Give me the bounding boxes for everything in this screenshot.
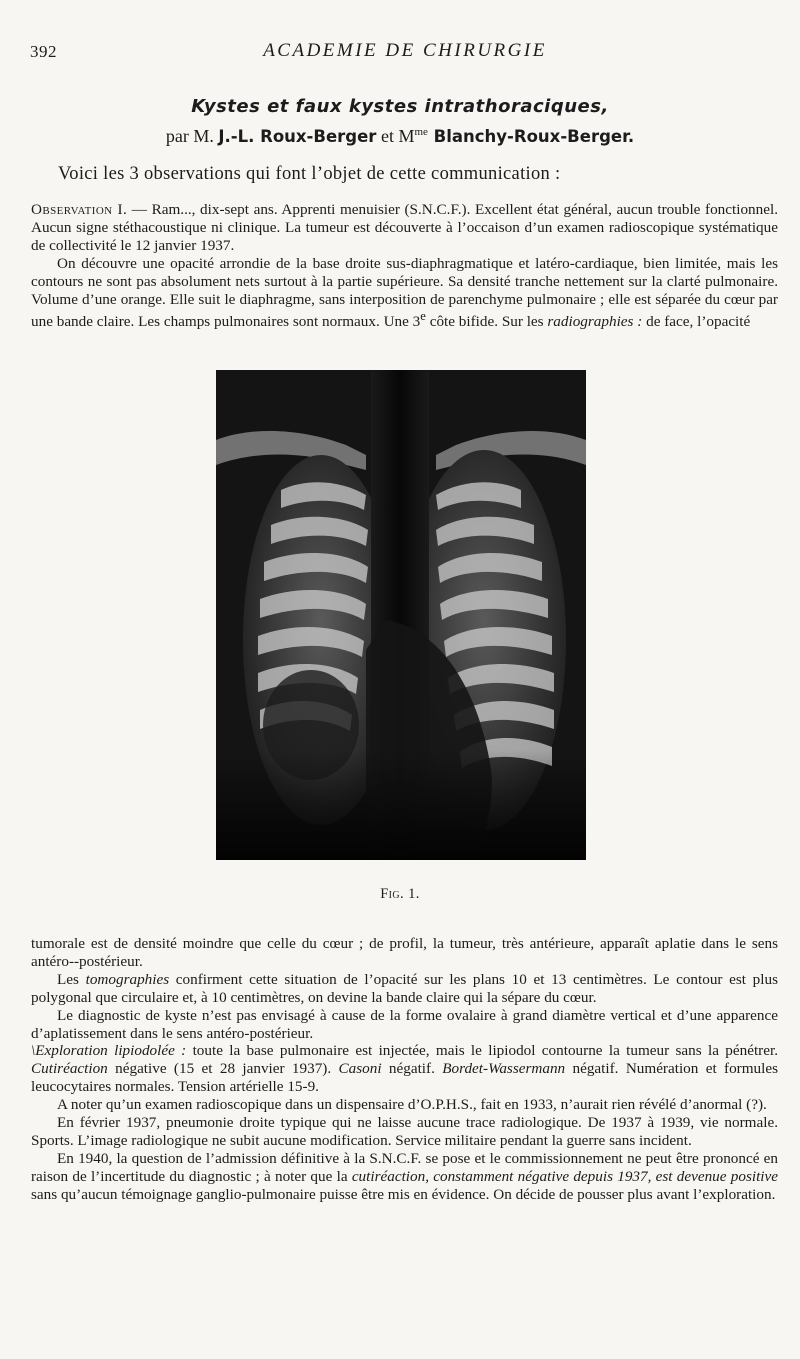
chest-x-ray-image	[216, 370, 586, 860]
page-number: 392	[30, 42, 57, 61]
continuation-paragraph-5: A noter qu’un examen radioscopique dans un dispensaire d’O.P.H.S., fait en 1933, n’aurait rien révélé d’anormal (?).	[57, 1096, 767, 1114]
observation-p1-text: — Ram..., dix-sept ans. Apprenti menuisier (S.N.C.F.). Excellent état général, aucun trouble fonctionnel. Aucun signe stéthacoustique ni clinique. La tumeur est découverte à l’occaison d’un examen radioscopique systématique de collectivité le 12 janvier 1937.	[31, 201, 778, 254]
continuation-paragraph-7: En 1940, la question de l’admission définitive à la S.N.C.F. se pose et le commissionnement ne peut être prononcé en raison de l’incertitude du diagnostic ; à noter que la cutiréaction, constamment négative depuis 1937, est devenue positive sans qu’aucun témoignage ganglio-pulmonaire puisse être mis en évidence. On décide de pousser plus avant l’exploration.	[31, 1149, 778, 1203]
continuation-paragraph-4: \Exploration lipiodolée : toute la base pulmonaire est injectée, mais le lipiodol contourne la tumeur sans la pénétrer. Cutiréaction négative (15 et 28 janvier 1937). Casoni négatif. Bordet-Wassermann négatif. Numération et formules leucocytaires normales. Tension artérielle 15-9.	[31, 1042, 779, 1096]
continuation-block	[31, 935, 778, 1204]
author-1: J.-L. Roux-Berger	[218, 127, 377, 146]
authors-conjunction: et M	[376, 126, 415, 146]
authors-title-sup: me	[414, 126, 428, 138]
running-head	[30, 40, 780, 68]
observation-p2-sup: e	[420, 309, 426, 324]
intro-sentence: Voici les 3 observations qui font l’objet de cette communication :	[58, 164, 561, 184]
authors-prefix: par M.	[165, 126, 219, 146]
observation-block	[31, 201, 778, 331]
observation-p2-text: On découvre une opacité arrondie de la base droite sus-diaphragmatique et latéro-cardiaque, bien limitée, mais les contours ne sont pas absolument nets surtout à la partie supérieure. Sa densité tranche nettement sur la clarté pulmonaire. Volume d’une orange. Elle suit le diaphragme, sans interposition de parenchyme pulmonaire ; elle est séparée du cœur par une bande claire. Les champs pulmonaires sont normaux. Une 3	[31, 254, 778, 331]
article-title: Kystes et faux kystes intrathoraciques,	[191, 96, 609, 117]
continuation-paragraph-2: Les tomographies confirment cette situation de l’opacité sur les plans 10 et 13 centimètres. Le contour est plus polygonal que circulaire et, à 10 centimètres, on devine la bande claire qui la sépare du cœur.	[31, 970, 778, 1006]
authors-line	[0, 126, 800, 147]
observation-paragraph-2	[31, 255, 778, 332]
observation-p2-mid: côte bifide. Sur les	[425, 313, 548, 331]
author-2: Blanchy-Roux-Berger.	[427, 127, 635, 146]
observation-label: Observation I.	[31, 201, 128, 218]
continuation-paragraph-3: Le diagnostic de kyste n’est pas envisagé à cause de la forme ovalaire à grand diamètre vertical et d’une apparence d’aplatissement dans le sens antéro-postérieur.	[31, 1006, 778, 1042]
chest-xray-figure	[216, 370, 586, 860]
observation-p2-end: de face, l’opacité	[642, 313, 751, 331]
journal-name: ACADEMIE DE CHIRURGIE	[263, 40, 547, 61]
continuation-paragraph-6: En février 1937, pneumonie droite typique qui ne laisse aucune trace radiologique. De 1937 à 1939, vie normale. Sports. L’image radiologique ne subit aucune modification. Service militaire pendant la guerre sans incident.	[31, 1114, 778, 1149]
observation-p2-italic: radiographies :	[547, 313, 643, 331]
continuation-paragraph-1: tumorale est de densité moindre que celle du cœur ; de profil, la tumeur, très antérieure, apparaît aplatie dans le sens antéro--postérieur.	[31, 935, 778, 970]
observation-paragraph-1	[31, 201, 778, 255]
figure-caption: Fig. 1.	[380, 886, 420, 902]
